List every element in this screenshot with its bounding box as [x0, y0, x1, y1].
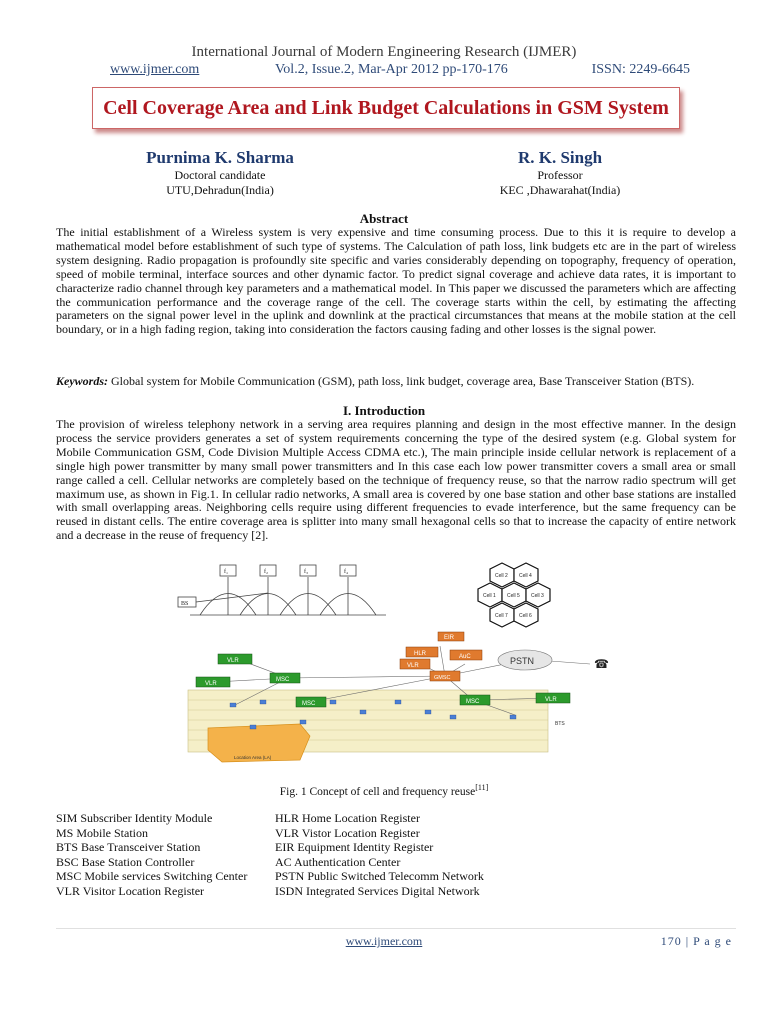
msc-label: MSC: [302, 701, 316, 707]
footer-url-link[interactable]: www.ijmer.com: [345, 934, 423, 948]
bts-node: [360, 710, 366, 714]
cell-label: Cell 6: [519, 613, 532, 619]
bts-node: [260, 700, 266, 704]
abbreviation-item: HLR Home Location Register: [275, 811, 420, 825]
vlr-label: VLR: [407, 663, 419, 669]
frequency-label: f₁: [224, 569, 229, 575]
vlr-label: VLR: [205, 681, 217, 687]
eir-label: EIR: [444, 635, 455, 641]
footer-page-number: 170 | P a g e: [660, 934, 732, 948]
keywords-line: [56, 374, 736, 389]
journal-url-link[interactable]: www.ijmer.com: [110, 62, 200, 77]
gmsc-label: GMSC: [434, 675, 451, 681]
cell-label: Cell 4: [519, 573, 532, 579]
bts-node: [510, 715, 516, 719]
cell-label: Cell 1: [483, 593, 496, 599]
introduction-text: The provision of wireless telephony network in a serving area requires planning and design in the most effective manner. In the design process the service providers generates a set of system requirements concerning the type of the desired system (e.g. Global system for Mobile Communication GSM, Code Division Multiple Access CDMA etc.), The main principle inside cellular network is replacement of a single high power transmitter by many small power transmitters and In this case each low power transmitter covers a small area or small range called a cell. Cellular networks are completely based on the technique of frequency reuse, so that the narrow radio spectrum will get maximum use, as shown in Fig.1. In cellular radio networks, A small area is covered by one base station and other base stations are installed with small overlapping areas. Neighboring cells require using different frequencies to evade interference, but the same frequency can be reused in distant cells. The entire coverage area is splitter into many small hexagonal cells so that to increase the capacity of entire network and a decrease in the reuse of frequency [2].: [56, 417, 736, 543]
bs-link: [196, 593, 268, 602]
abbreviation-item: VLR Visitor Location Register: [56, 883, 205, 898]
journal-issn: ISSN: 2249-6645: [591, 62, 690, 77]
abbreviation-item: EIR Equipment Identity Register: [275, 840, 434, 854]
cell-label: Cell 2: [495, 573, 508, 579]
keywords-label: Keywords:: [56, 374, 108, 388]
hlr-label: HLR: [414, 651, 427, 657]
bts-node: [330, 700, 336, 704]
bts-node: [450, 715, 456, 719]
title-box: [92, 87, 680, 129]
journal-info-line: [110, 62, 690, 80]
author-name: R. K. Singh: [517, 148, 603, 167]
author-affiliation: KEC ,Dhawarahat(India): [499, 183, 621, 197]
abbreviation-item: ISDN Integrated Services Digital Network: [275, 883, 480, 898]
frequency-label: f₃: [304, 569, 309, 575]
footer-divider: [56, 928, 736, 929]
figure-caption-ref: [11]: [475, 783, 489, 792]
bts-node: [300, 720, 306, 724]
frequency-label: f₂: [264, 569, 269, 575]
author-role: Doctoral candidate: [174, 168, 266, 182]
bts-node: [395, 700, 401, 704]
author-role: Professor: [537, 168, 583, 182]
bts-node: [425, 710, 431, 714]
author-2: [470, 148, 650, 198]
vlr-label: VLR: [545, 697, 557, 703]
keywords-text: Global system for Mobile Communication (GSM), path loss, link budget, coverage area, Base Transceiver Station (BTS).: [111, 374, 695, 388]
abstract-heading: Abstract: [359, 211, 409, 226]
network-link: [288, 676, 445, 678]
pstn-label: PSTN: [510, 656, 535, 666]
frequency-label: f₄: [344, 569, 349, 575]
abbreviation-list-left: [56, 811, 247, 898]
author-affiliation: UTU,Dehradun(India): [166, 183, 274, 197]
bts-node: [230, 703, 236, 707]
phone-icon: ☎: [594, 657, 609, 671]
msc-label: MSC: [466, 699, 480, 705]
bts-node: [250, 725, 256, 729]
author-name: Purnima K. Sharma: [146, 148, 294, 167]
cell-label: Cell 7: [495, 613, 508, 619]
abbreviation-item: PSTN Public Switched Telecomm Network: [275, 869, 484, 883]
abbreviation-item: MSC Mobile services Switching Center: [56, 869, 248, 883]
bs-label: BS: [181, 601, 189, 607]
msc-label: MSC: [276, 677, 290, 683]
network-link: [550, 661, 590, 664]
bts-label: BTS: [555, 721, 565, 727]
figure-caption-text: Fig. 1 Concept of cell and frequency reuse: [279, 785, 476, 798]
auc-label: AuC: [459, 654, 471, 660]
abbreviation-item: BTS Base Transceiver Station: [56, 840, 201, 854]
cell-label: Cell 3: [531, 593, 544, 599]
figure-caption: [0, 783, 768, 798]
abbreviation-item: MS Mobile Station: [56, 825, 149, 840]
abbreviation-item: VLR Vistor Location Register: [275, 825, 420, 840]
figure-cell-frequency-reuse: [150, 560, 610, 775]
abbreviation-item: AC Authentication Center: [275, 854, 401, 869]
paper-title: Cell Coverage Area and Link Budget Calculations in GSM System: [103, 96, 669, 119]
journal-name: International Journal of Modern Engineering Research (IJMER): [191, 44, 577, 60]
location-area-label: Location Area (LA): [234, 755, 272, 760]
transmitter-arcs-diagram: [178, 565, 386, 615]
cell-label: Cell 5: [507, 593, 520, 599]
author-1: [130, 148, 310, 198]
abbreviation-list-right: [275, 811, 484, 898]
abbreviation-item: BSC Base Station Controller: [56, 854, 195, 869]
abbreviation-item: SIM Subscriber Identity Module: [56, 811, 213, 825]
abstract-text: The initial establishment of a Wireless system is very expensive and time consuming process. Due to this it is require to develop a mathematical model before establishment of such type of systems. The Calculation of path loss, link budgets etc are in the part of wireless system designing. Radio propagation is profoundly site specific and varies considerably depending on topography, frequency of operation, speed of mobile terminal, interface sources and other dynamic factor. To predict signal coverage and achieve data rates, it is important to characterize radio channel through key parameters and a mathematical model. In This paper we discussed the parameters which are affecting the communication performance and the coverage range of the cell. The coverage starts within the cell, by estimating the affecting parameters on the signal power level in the uplink and downlink at the practical circumstances that means at the mobile station at the cell boundary, or in a high fading region, taking into consideration the factors causing fading and other losses is the signal power.: [56, 225, 736, 337]
journal-volume: Vol.2, Issue.2, Mar-Apr 2012 pp-170-176: [275, 62, 508, 77]
section-heading-introduction: I. Introduction: [342, 403, 426, 418]
vlr-label: VLR: [227, 658, 239, 664]
